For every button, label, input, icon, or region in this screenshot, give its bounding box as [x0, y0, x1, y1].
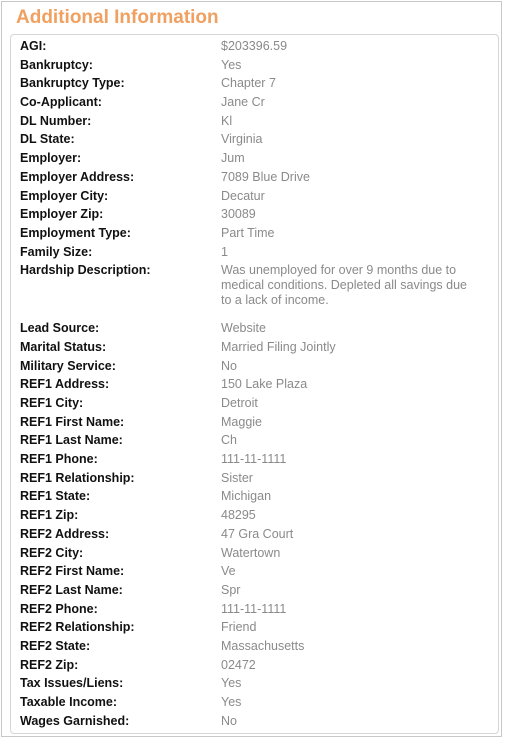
info-row — [11, 114, 498, 129]
section-title: Additional Information — [16, 7, 219, 28]
info-label: Military Service: — [20, 358, 116, 373]
info-value: 111-11-1111 — [221, 601, 287, 616]
info-row — [11, 564, 498, 579]
info-label: Taxable Income: — [20, 695, 118, 709]
info-label: Tax Issues/Liens: — [20, 676, 124, 691]
info-value: Married Filing Jointly — [221, 339, 336, 354]
info-value: No — [221, 358, 237, 373]
info-label: REF2 Zip: — [20, 657, 79, 672]
info-label: DL Number: — [20, 113, 92, 128]
info-row — [11, 226, 498, 241]
info-value: $203396.59 — [221, 39, 288, 53]
additional-information-section — [1, 1, 502, 737]
info-value: 150 Lake Plaza — [221, 377, 308, 392]
info-value: Website — [221, 321, 266, 336]
info-label: AGI: — [20, 39, 47, 53]
info-value: Yes — [221, 57, 242, 72]
info-row — [11, 583, 498, 598]
info-row — [11, 321, 498, 336]
info-value: Maggie — [221, 414, 262, 429]
info-label: REF2 Phone: — [20, 601, 98, 616]
info-label: REF1 Phone: — [20, 452, 98, 467]
info-label: REF2 Last Name: — [20, 582, 123, 597]
info-label: Family Size: — [20, 244, 93, 259]
info-label: REF2 State: — [20, 638, 91, 653]
info-value: Jum — [221, 151, 245, 166]
info-value: Watertown — [221, 545, 281, 560]
info-label: Marital Status: — [20, 339, 107, 354]
info-row — [11, 263, 498, 308]
info-row — [11, 620, 498, 635]
info-label: REF2 City: — [20, 545, 84, 560]
info-label: REF1 City: — [20, 396, 84, 410]
info-value: 02472 — [221, 657, 256, 672]
info-label: REF1 Address: — [20, 377, 110, 392]
info-row — [11, 207, 498, 222]
info-value: Detroit — [221, 396, 258, 410]
info-label: REF2 First Name: — [20, 564, 125, 579]
info-label: REF2 Relationship: — [20, 620, 135, 635]
info-label: Employer Address: — [20, 169, 135, 184]
info-label: REF1 Last Name: — [20, 433, 123, 448]
info-row — [11, 132, 498, 147]
info-label: REF1 Zip: — [20, 508, 79, 523]
info-value: Jane Cr — [221, 95, 265, 110]
info-row — [11, 471, 498, 486]
info-value: Was unemployed for over 9 months due to medical conditions. Depleted all savings due to a lack of income. — [221, 263, 467, 308]
info-value: Massachusetts — [221, 638, 305, 653]
info-row — [11, 39, 498, 54]
info-row — [11, 639, 498, 654]
info-value: Friend — [221, 620, 257, 635]
info-value: Ch — [221, 433, 237, 448]
info-label: Wages Garnished: — [20, 713, 130, 728]
info-row — [11, 714, 498, 729]
info-value: Yes — [221, 676, 242, 691]
info-value: Chapter 7 — [221, 76, 276, 91]
info-value: 111-11-1111 — [221, 452, 287, 467]
info-value: 48295 — [221, 508, 256, 523]
info-row — [11, 377, 498, 392]
info-row — [11, 452, 498, 467]
info-row — [11, 58, 498, 73]
info-value: Michigan — [221, 489, 272, 504]
info-row — [11, 95, 498, 110]
info-value: Part Time — [221, 225, 275, 240]
info-label: DL State: — [20, 132, 75, 147]
info-row — [11, 76, 498, 91]
info-row — [11, 676, 498, 691]
info-value: 1 — [221, 244, 228, 259]
info-row — [11, 151, 498, 166]
info-value: Kl — [221, 113, 233, 128]
info-label: Hardship Description: — [20, 263, 151, 278]
info-row — [11, 695, 498, 710]
info-value: No — [221, 713, 237, 728]
info-row — [11, 340, 498, 355]
info-label: REF1 Relationship: — [20, 470, 135, 485]
info-row — [11, 415, 498, 430]
info-label: Employer Zip: — [20, 207, 104, 222]
info-label: REF1 First Name: — [20, 414, 125, 429]
info-list — [11, 39, 498, 729]
info-value: 30089 — [221, 207, 256, 222]
info-value: Spr — [221, 582, 241, 597]
info-row — [11, 527, 498, 542]
info-label: Bankruptcy: — [20, 57, 93, 72]
info-row — [11, 245, 498, 260]
info-row — [11, 433, 498, 448]
info-label: REF1 State: — [20, 489, 91, 504]
info-label: REF2 Address: — [20, 526, 110, 541]
info-label: Lead Source: — [20, 321, 100, 336]
info-value: Decatur — [221, 188, 265, 203]
info-value: 7089 Blue Drive — [221, 169, 310, 184]
info-row — [11, 189, 498, 204]
info-label: Employer: — [20, 151, 82, 166]
info-label: Bankruptcy Type: — [20, 76, 125, 91]
info-row — [11, 658, 498, 673]
info-row — [11, 359, 498, 374]
info-panel — [10, 34, 499, 734]
info-row — [11, 396, 498, 411]
info-value: Sister — [221, 470, 253, 485]
info-row — [11, 489, 498, 504]
info-value: Yes — [221, 695, 242, 709]
info-value: Virginia — [221, 132, 263, 147]
info-label: Employment Type: — [20, 225, 131, 240]
info-label: Employer City: — [20, 188, 109, 203]
info-row — [11, 546, 498, 561]
info-row — [11, 602, 498, 617]
info-row — [11, 170, 498, 185]
info-value: 47 Gra Court — [221, 526, 294, 541]
info-label: Co-Applicant: — [20, 95, 102, 110]
info-row — [11, 508, 498, 523]
info-value: Ve — [221, 564, 236, 579]
